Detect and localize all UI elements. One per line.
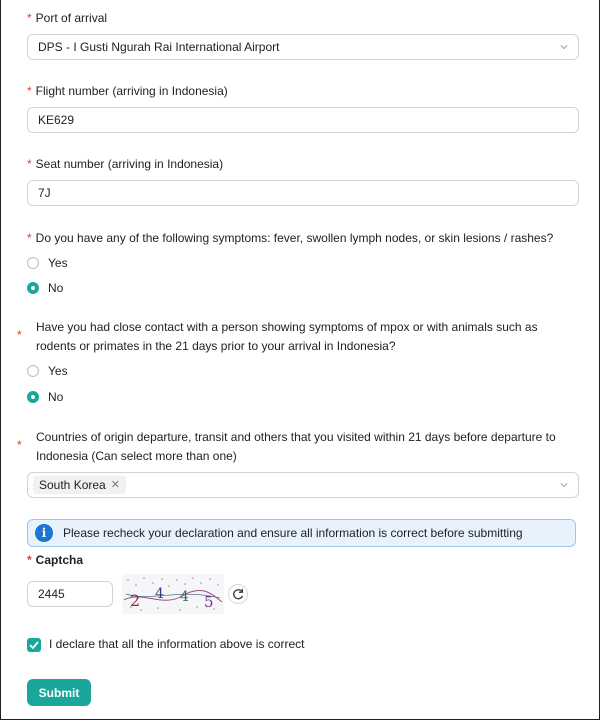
- countries-label: * Countries of origin departure, transit and others that you visited within 21 days before departure to Indonesia (Can select more than one): [17, 430, 556, 463]
- symptoms-option-yes[interactable]: Yes: [27, 254, 68, 272]
- refresh-captcha-button[interactable]: [228, 584, 248, 604]
- declaration-text: I declare that all the information above is correct: [49, 637, 305, 651]
- radio-icon[interactable]: [27, 257, 39, 269]
- port-select[interactable]: [27, 34, 579, 60]
- flight-label: * Flight number (arriving in Indonesia): [27, 84, 228, 98]
- seat-number-input[interactable]: 7J: [27, 180, 579, 206]
- svg-text:4: 4: [155, 586, 164, 602]
- svg-text:5: 5: [204, 593, 214, 611]
- contact-label: * Have you had close contact with a person showing symptoms of mpox or with animals such as rodents or primates in the 21 days prior to your arrival in Indonesia?: [17, 320, 538, 353]
- country-tag: South Korea ✕: [33, 476, 126, 494]
- captcha-image: [122, 574, 224, 614]
- seat-label: * Seat number (arriving in Indonesia): [27, 157, 224, 171]
- info-alert: i Please recheck your declaration and ensure all information is correct before submitting: [27, 519, 576, 547]
- radio-icon[interactable]: [27, 365, 39, 377]
- contact-option-yes[interactable]: Yes: [27, 362, 68, 380]
- svg-text:4: 4: [180, 589, 189, 605]
- checkmark-icon: [27, 638, 41, 652]
- radio-selected-icon[interactable]: [27, 391, 39, 403]
- captcha-label: * Captcha: [27, 553, 84, 567]
- countries-multiselect[interactable]: [27, 472, 579, 498]
- flight-number-input[interactable]: KE629: [27, 107, 579, 133]
- captcha-input[interactable]: 2445: [27, 581, 113, 607]
- symptoms-label: * Do you have any of the following symptoms: fever, swollen lymph nodes, or skin lesions / rashes?: [27, 231, 554, 245]
- svg-text:2: 2: [130, 591, 141, 610]
- declaration-checkbox[interactable]: [27, 638, 41, 652]
- chevron-down-icon: [560, 43, 568, 51]
- info-icon: i: [35, 524, 53, 542]
- chevron-down-icon: [560, 481, 568, 489]
- port-label: * Port of arrival: [27, 11, 108, 25]
- close-icon[interactable]: ✕: [110, 479, 120, 491]
- radio-selected-icon[interactable]: [27, 282, 39, 294]
- contact-option-no[interactable]: No: [27, 388, 63, 406]
- port-select-value: DPS - I Gusti Ngurah Rai International Airport: [38, 40, 280, 54]
- submit-button[interactable]: Submit: [27, 679, 91, 706]
- symptoms-option-no[interactable]: No: [27, 279, 63, 297]
- refresh-icon: [229, 585, 247, 603]
- required-mark: *: [27, 11, 32, 25]
